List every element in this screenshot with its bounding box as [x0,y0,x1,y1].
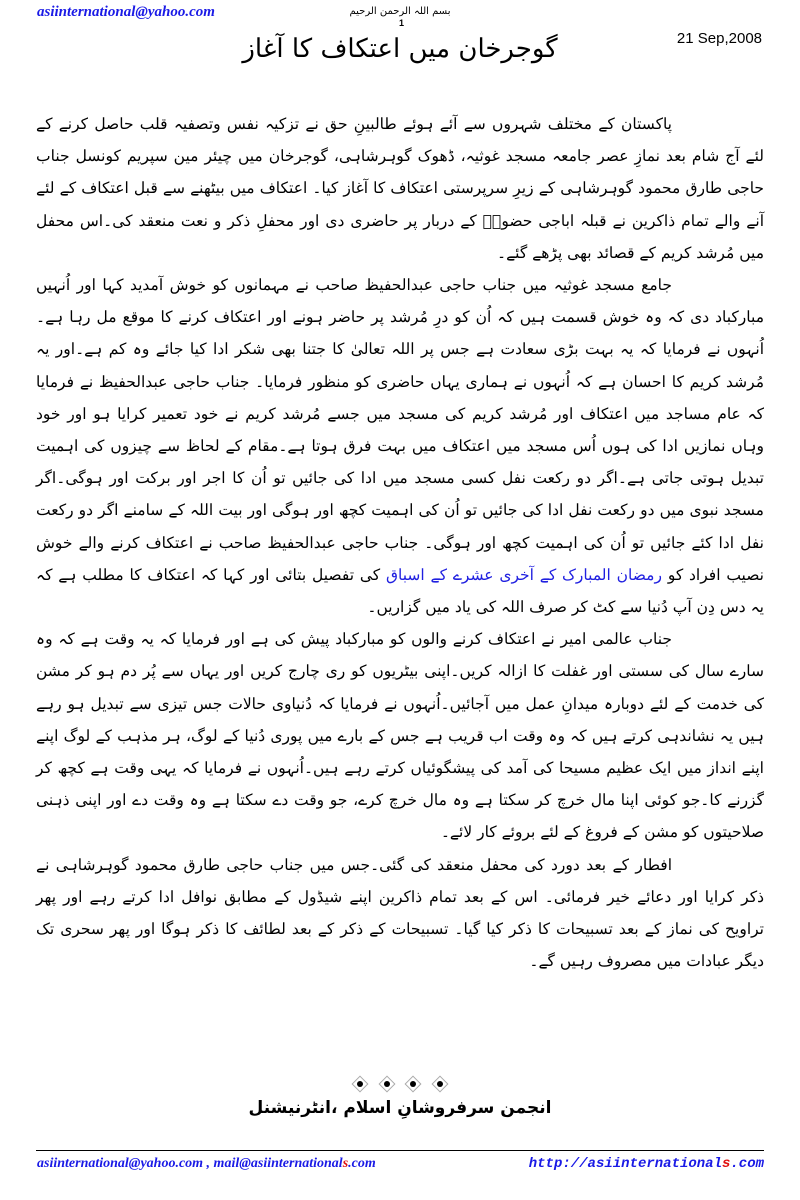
star-ornament-icon [353,1077,367,1091]
star-ornament-icon [380,1077,394,1091]
footer-url-suffix: .com [730,1156,764,1172]
footer-emails-accent: s [342,1156,349,1171]
footer-emails-link[interactable] [37,1156,376,1172]
star-ornament-icon [433,1077,447,1091]
footer-emails-suffix: .com [348,1156,376,1171]
article-paragraph: افطار کے بعد دورد کی محفل منعقد کی گئی۔جس میں جناب حاجی طارق محمود گوہرشاہی نے ذکر کرایا اور دعائے خیر فرمائی۔ اس کے بعد تمام ذاکرین اپنے شیڈول کے مطابق نوافل ادا کرتے رہے اور پھر تراویح کی نماز کے بعد تسبیحات کا ذکر کیا گیا۔ تسبیحات کے ذکر کے بعد لطائف کا ذکر ہوگا اور پھر سحری تک دیگر عبادات میں مصروف رہیں گے۔ [36,855,764,971]
article-date: 21 Sep,2008 [676,30,762,47]
organization-name: انجمن سرفروشانِ اسلام ،انٹرنیشنل [248,1098,552,1118]
page-number: 1 [399,18,405,28]
footer-url-accent: s [721,1156,731,1172]
page-title: گوجرخان میں اعتکاف کا آغاز [242,34,558,64]
paragraph-text: کی تفصیل بتائی اور کہا کہ اعتکاف کا مطلب ہے کہ یہ دس دِن آپ دُنیا سے کٹ کر صرف اللہ کی یاد میں گزاریں۔ [36,565,764,617]
article-paragraph: پاکستان کے مختلف شہروں سے آئے ہوئے طالبینِ حق نے تزکیہ نفس وتصفیہ قلب حاصل کرنے کے لئے آج شام بعد نمازِ عصر جامعہ مسجد غوثیہ، ڈھوک گوہرشاہی، گوجرخان میں چیئر مین سپریم کونسل جناب حاجی طارق محمود گوہرشاہی کے زیرِ سرپرستی اعتکاف کا آغاز کیا۔ اعتکاف میں بیٹھنے سے قبل اعتکاف کے لئے آنے والے تمام ذاکرین نے قبلہ اباجی حضورؒ کے دربار پر حاضری دی اور محفلِ ذکر و نعت منعقد کی۔اس محفل میں مُرشد کریم کے قصائد بھی پڑھے گئے۔ [36,115,764,262]
article-body [36,108,764,977]
footer-url-text: http://asiinternational [528,1156,722,1172]
footer-website-link[interactable] [529,1156,764,1172]
footer-divider [36,1150,764,1151]
article-paragraph: جناب عالمی امیر نے اعتکاف کرنے والوں کو مبارکباد پیش کی ہے اور فرمایا کہ یہ وقت ہے کہ وہ سارے سال کی سستی اور غفلت کا ازالہ کریں۔اپنی بیٹریوں کو ری چارج کریں اور یہاں سے پُر دم ہو کر مشن کی خدمت کے لئے دوبارہ میدانِ عمل میں آجائیں۔اُنہوں نے فرمایا کہ دُنیاوی حالات جس تیزی سے تبدیل ہو رہے ہیں یہ نشاندہی کرتے ہیں کہ وہ وقت اب قریب ہے جس کے بارے میں پوری دُنیا کے لوگ، ہر مذہب کے لوگ اپنے اپنے انداز میں ایک عظیم مسیحا کی آمد کی پیشگوئیاں کرتے رہے ہیں۔اُنہوں نے فرمایا کہ یہی وقت ہے کچھ کر گزرنے کا۔جو کوئی اپنا مال خرچ کر سکتا ہے وہ مال خرچ کرے، جو وقت دے سکتا ہے وہ وقت دے اور اپنی ذہنی صلاحیتوں کو مشن کے فروغ کے لئے بروئے کار لائے۔ [36,630,764,842]
paragraph-text: جامع مسجد غوثیہ میں جناب حاجی عبدالحفیظ صاحب نے مہمانوں کو خوش آمدید کہا اور اُنہیں مبارکباد دی کہ وہ خوش قسمت ہیں کہ اُن کو درِ مُرشد پر حاضر ہونے اور اعتکاف کرنے کا موقع مل رہا ہے۔اُنہوں نے فرمایا کہ یہ بہت بڑی سعادت ہے جس پر اللہ تعالیٰ کا جتنا بھی شکر ادا کیا جائے وہ کم ہے۔اور یہ مُرشد کریم کا احسان ہے کہ اُنہوں نے ہماری یہاں حاضری کو منظور فرمایا۔ جناب حاجی عبدالحفیظ نے فرمایا کہ عام مساجد میں اعتکاف اور مُرشد کریم کی مسجد میں جسے مُرشد کریم نے خود تعمیر کرایا ہو اور خود وہاں نمازیں ادا کی ہوں اُس مسجد میں اعتکاف میں بہت فرق ہوتا ہے۔مقام کے لحاظ سے چیزوں کی اہمیت تبدیل ہوتی جاتی ہے۔اگر دو رکعت نفل کسی مسجد میں ادا کی جائیں تو اُن کا اجر اور برکت اور ہوگی۔اگر مسجد نبوی میں دو رکعت نفل ادا کی جائیں تو اُن کی اہمیت کچھ اور ہوگی اور بیت اللہ کے سامنے اگر دو رکعت نفل ادا کئے جائیں تو اُن کی اہمیت کچھ اور ہوگی۔ جناب حاجی عبدالحفیظ صاحب نے اعتکاف کرنے والے خوش نصیب افراد کو [36,276,764,584]
article-paragraph [36,269,764,623]
ornament-divider [0,1077,800,1095]
ramadan-lessons-link[interactable]: رمضان المبارک کے آخری عشرے کے اسباق [385,565,662,584]
star-ornament-icon [406,1077,420,1091]
bismillah: بسم اللہ الرحمن الرحیم [349,6,451,17]
header-email-link[interactable]: asiinternational@yahoo.com [37,4,215,20]
footer-emails-text: asiinternational@yahoo.com , mail@asiinternational [37,1156,343,1171]
